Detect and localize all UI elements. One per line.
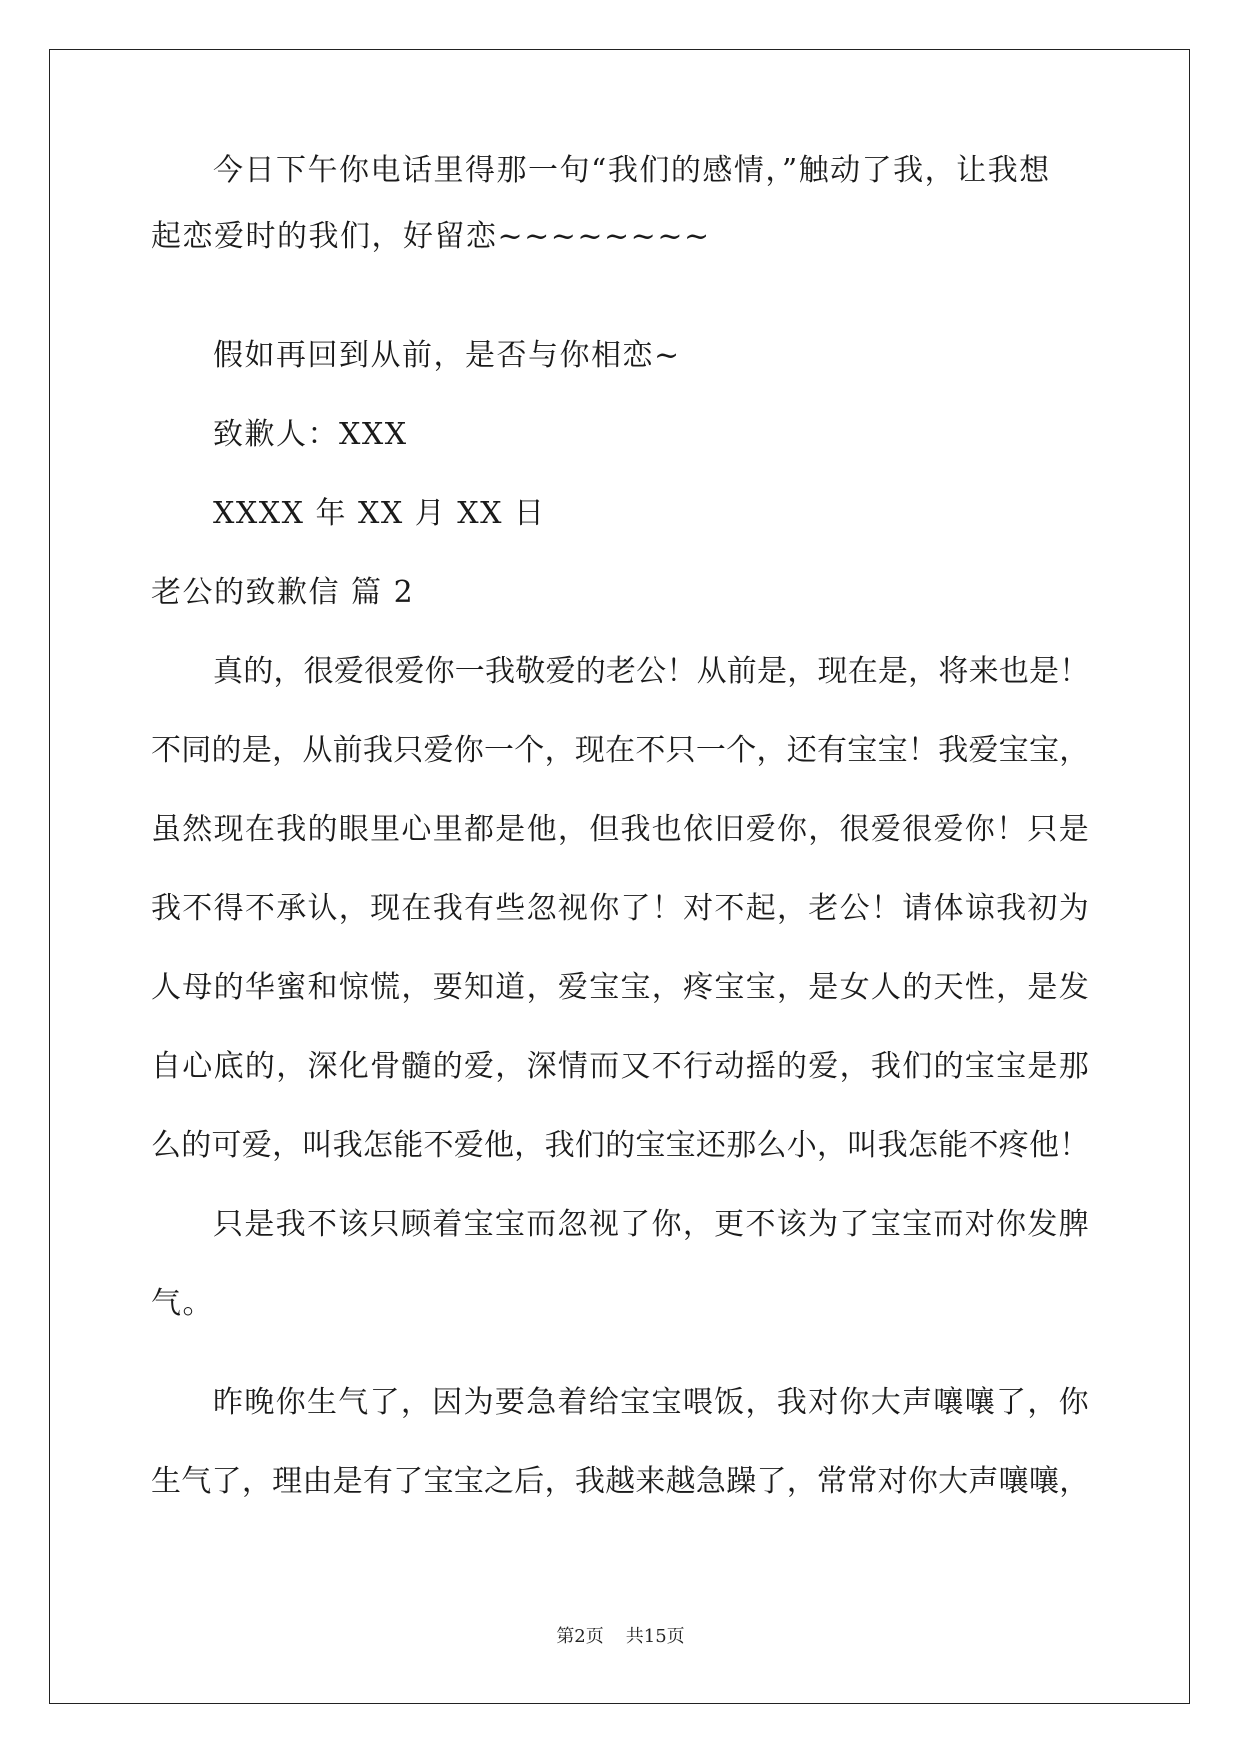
paragraph-2: 假如再回到从前，是否与你相恋~: [213, 338, 681, 373]
paragraph-3-line-6: 自心底的，深化骨髓的爱，深情而又不行动摇的爱，我们的宝宝是那: [151, 1049, 1090, 1084]
total-pages-label: 共15页: [625, 1626, 685, 1647]
date-line: XXXX 年 XX 月 XX 日: [213, 496, 546, 531]
paragraph-4-line-1: 只是我不该只顾着宝宝而忽视了你，更不该为了宝宝而对你发脾: [213, 1207, 1090, 1242]
paragraph-3-line-4: 我不得不承认，现在我有些忽视你了！对不起，老公！请体谅我初为: [151, 891, 1090, 926]
page-footer: [0, 1625, 1241, 1649]
paragraph-3-line-7: 么的可爱，叫我怎能不爱他，我们的宝宝还那么小，叫我怎能不疼他！: [151, 1128, 1090, 1163]
paragraph-5-line-2: 生气了，理由是有了宝宝之后，我越来越急躁了，常常对你大声嚷嚷，: [151, 1464, 1090, 1499]
paragraph-5-line-1: 昨晚你生气了，因为要急着给宝宝喂饭，我对你大声嚷嚷了，你: [213, 1385, 1090, 1420]
paragraph-1-line-2: 起恋爱时的我们，好留恋~~~~~~~~: [151, 219, 711, 254]
page-border: [49, 49, 1190, 1704]
paragraph-3-line-2: 不同的是，从前我只爱你一个，现在不只一个，还有宝宝！我爱宝宝，: [151, 733, 1090, 768]
current-page-label: 第2页: [556, 1626, 604, 1647]
section-heading: 老公的致歉信 篇 2: [151, 575, 415, 610]
paragraph-3-line-3: 虽然现在我的眼里心里都是他，但我也依旧爱你，很爱很爱你！只是: [151, 812, 1090, 847]
paragraph-4-line-2: 气。: [151, 1286, 214, 1321]
paragraph-1-line-1: 今日下午你电话里得那一句“我们的感情，”触动了我，让我想: [213, 153, 1051, 188]
signature-line: 致歉人：XXX: [213, 417, 408, 452]
paragraph-3-line-1: 真的，很爱很爱你一我敬爱的老公！从前是，现在是，将来也是！: [213, 654, 1090, 689]
paragraph-3-line-5: 人母的华蜜和惊慌，要知道，爱宝宝，疼宝宝，是女人的天性，是发: [151, 970, 1090, 1005]
